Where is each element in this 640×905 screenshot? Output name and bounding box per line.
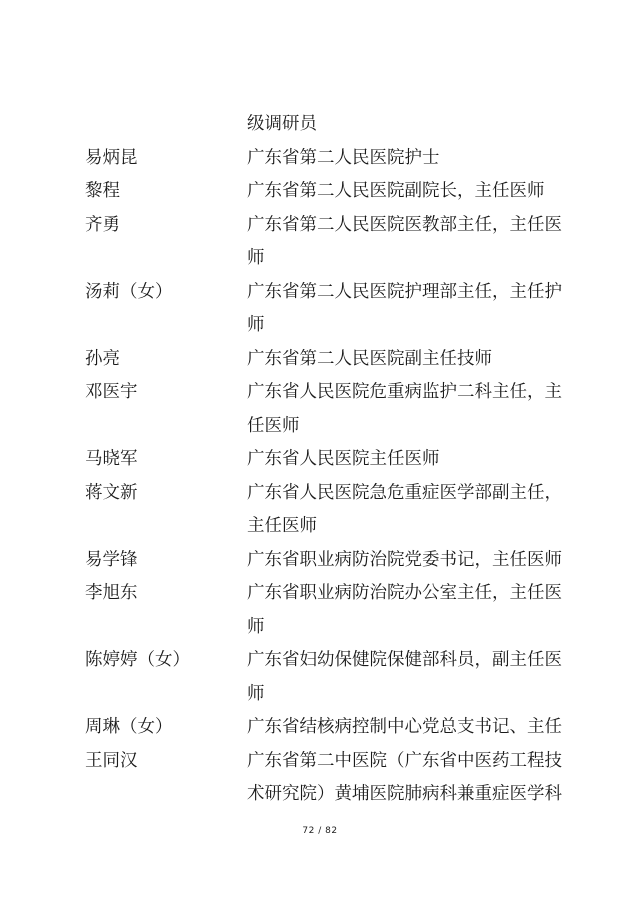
person-name: 马晓军 [85, 449, 138, 469]
list-line [0, 142, 640, 176]
list-line [0, 611, 640, 645]
list-line [0, 443, 640, 477]
person-name: 邓医宇 [85, 382, 138, 402]
person-description: 广东省第二人民医院副主任技师 [247, 348, 492, 369]
person-description: 师 [247, 683, 265, 704]
person-description: 级调研员 [247, 114, 317, 134]
person-description: 广东省结核病控制中心党总支书记、主任 [247, 717, 562, 737]
person-name: 周琳（女） [85, 717, 173, 737]
person-description: 广东省人民医院主任医师 [247, 449, 440, 469]
list-line [0, 745, 640, 779]
list-line [0, 477, 640, 511]
list-line [0, 644, 640, 678]
person-description: 广东省职业病防治院党委书记，主任医师 [247, 549, 562, 570]
person-description: 广东省人民医院急危重症医学部副主任， [247, 482, 562, 503]
list-line [0, 544, 640, 578]
list-line [0, 678, 640, 712]
person-description: 广东省人民医院危重病监护二科主任，主 [247, 382, 562, 402]
person-description: 任医师 [247, 415, 300, 436]
list-line [0, 343, 640, 377]
person-description: 广东省妇幼保健院保健部科员，副主任医 [247, 650, 562, 670]
person-description: 广东省第二人民医院医教部主任，主任医 [247, 214, 562, 235]
person-name: 李旭东 [85, 583, 138, 603]
page-number: 72 / 82 [302, 826, 338, 836]
list-line [0, 577, 640, 611]
person-description: 师 [247, 616, 265, 637]
list-line [0, 175, 640, 209]
person-description: 主任医师 [247, 516, 317, 536]
person-name: 汤莉（女） [85, 281, 173, 302]
list-line [0, 242, 640, 276]
person-name: 孙亮 [85, 348, 120, 369]
list-line [0, 309, 640, 343]
person-name: 齐勇 [85, 214, 120, 235]
person-description: 广东省第二人民医院护士 [247, 147, 440, 168]
person-description: 术研究院）黄埔医院肺病科兼重症医学科 [247, 784, 562, 804]
person-name: 黎程 [85, 181, 120, 201]
personnel-list [0, 108, 640, 812]
list-line [0, 376, 640, 410]
list-line [0, 778, 640, 812]
person-name: 蒋文新 [85, 482, 138, 503]
person-description: 广东省职业病防治院办公室主任，主任医 [247, 583, 562, 603]
list-line [0, 209, 640, 243]
person-description: 广东省第二中医院（广东省中医药工程技 [247, 750, 562, 771]
person-description: 广东省第二人民医院护理部主任，主任护 [247, 281, 562, 302]
person-description: 师 [247, 315, 265, 335]
list-line [0, 108, 640, 142]
list-line [0, 711, 640, 745]
person-name: 易学锋 [85, 549, 138, 570]
list-line [0, 510, 640, 544]
person-name: 易炳昆 [85, 147, 138, 168]
list-line [0, 410, 640, 444]
list-line [0, 276, 640, 310]
person-description: 师 [247, 248, 265, 268]
person-name: 王同汉 [85, 750, 138, 771]
person-name: 陈婷婷（女） [85, 650, 190, 670]
person-description: 广东省第二人民医院副院长，主任医师 [247, 181, 545, 201]
